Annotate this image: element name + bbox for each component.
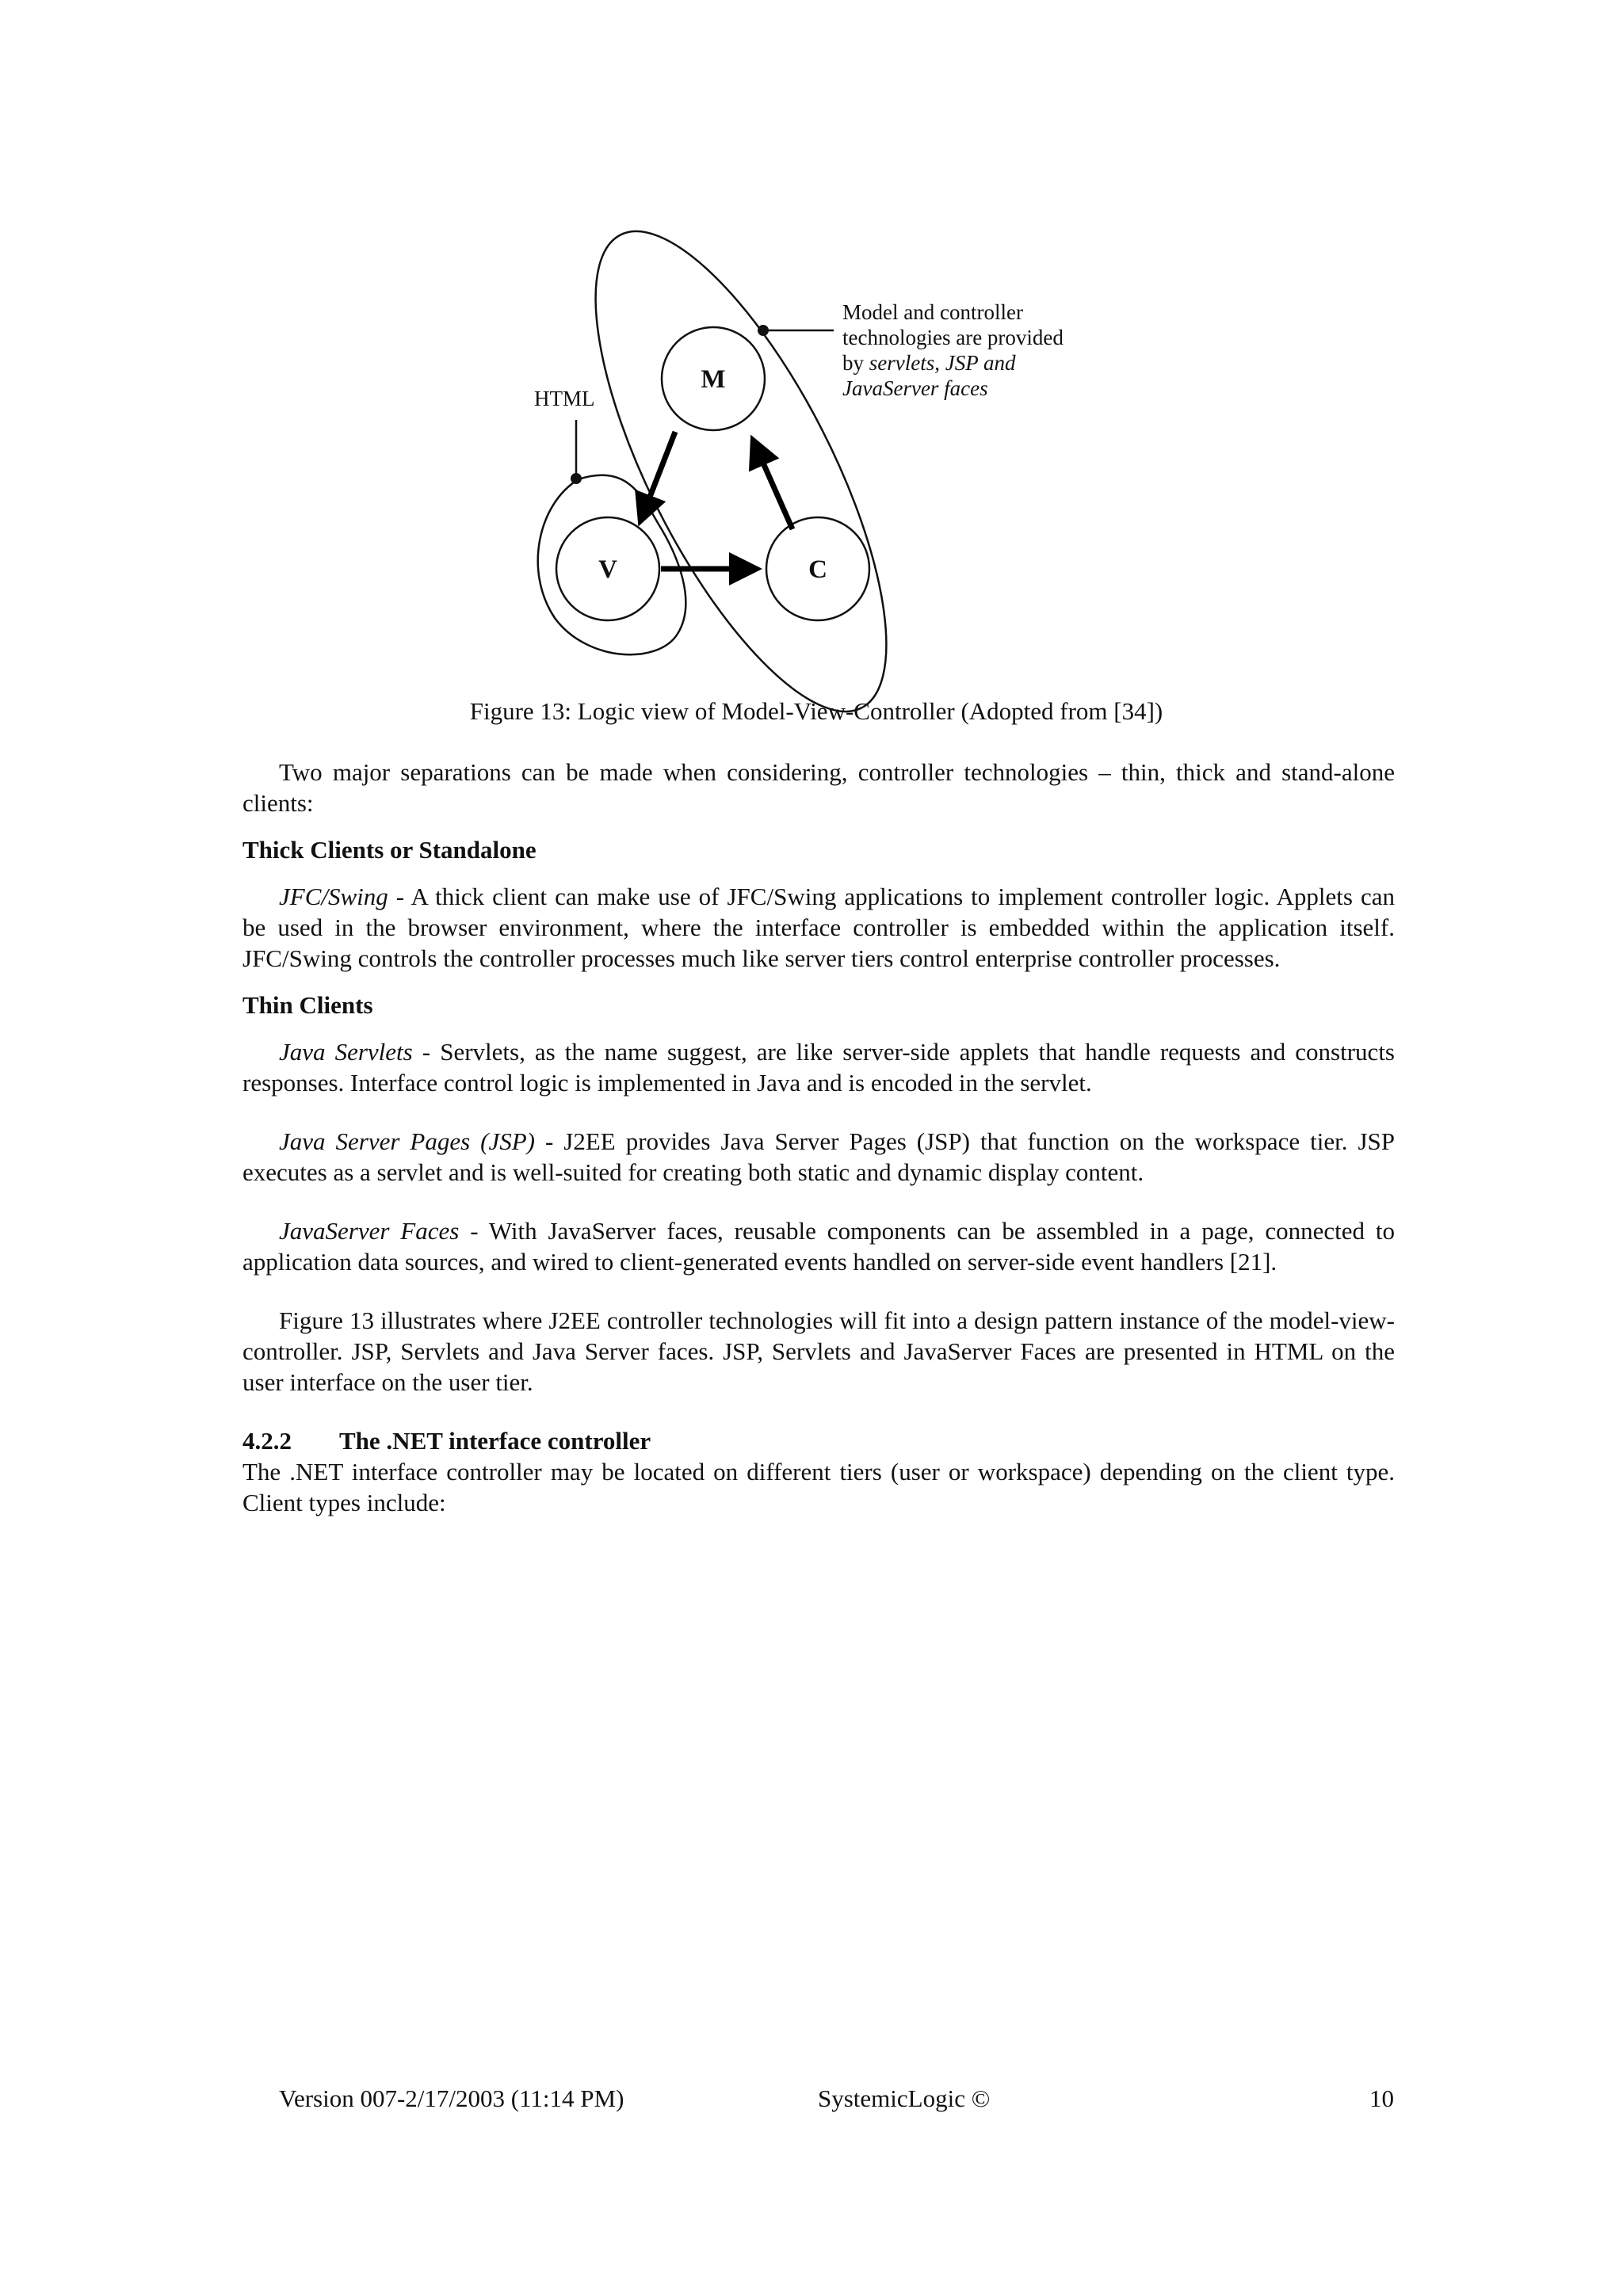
- net-controller-paragraph: The .NET interface controller may be located on different tiers (user or workspace) depending on the client type. Client types include:: [242, 1458, 1395, 1516]
- footer-page-number: 10: [1369, 2084, 1394, 2112]
- javaserver-faces-paragraph: [242, 1215, 1395, 1277]
- annotation-line-1: Model and controller: [842, 300, 1023, 324]
- jsp-text: - J2EE provides Java Server Pages (JSP) that function on the workspace tier. JSP executes as a servlet and is well-suited for creating both static and dynamic display content.: [242, 1127, 1395, 1186]
- footer-company: SystemicLogic ©: [818, 2084, 991, 2112]
- java-servlets-paragraph: [242, 1036, 1395, 1098]
- heading-thick-clients: Thick Clients or Standalone: [242, 836, 537, 864]
- jfc-swing-text: - A thick client can make use of JFC/Swing applications to implement controller logic. Applets can be used in the browser environment, where the interface controller is embedded within the application itself. JFC/Swing controls the controller processes much like server tiers control enterprise controller processes.: [242, 883, 1395, 972]
- footer-version: Version 007-2/17/2003 (11:14 PM): [279, 2084, 624, 2112]
- jfc-swing-term: JFC/Swing: [279, 883, 388, 910]
- java-servlets-term: Java Servlets: [279, 1038, 413, 1066]
- controller-model-boundary: [539, 193, 942, 713]
- figure-reference-paragraph: Figure 13 illustrates where J2EE controller technologies will fit into a design pattern instance of the model-view-controller. JSP, Servlets and Java Server faces. JSP, Servlets and JavaServer Faces are presented in HTML on the user interface on the user tier.: [242, 1306, 1395, 1396]
- annotation-italic-1: servlets, JSP and: [869, 351, 1016, 375]
- annotation-line-3: [842, 351, 1016, 375]
- java-servlets-text: - Servlets, as the name suggest, are like server-side applets that handle requests and constructs responses. Interface control logic is implemented in Java and is encoded in the servlet.: [242, 1038, 1395, 1097]
- html-leader-dot: [571, 473, 582, 484]
- figure-caption: Figure 13: Logic view of Model-View-Controller (Adopted from [34]): [469, 697, 1163, 725]
- document-body: [242, 757, 1395, 1518]
- node-m-label: M: [701, 365, 726, 394]
- annotation-line-2: technologies are provided: [842, 326, 1064, 349]
- node-v-label: V: [598, 555, 617, 584]
- javaserver-faces-term: JavaServer Faces: [279, 1217, 460, 1245]
- annotation-by-text: by: [842, 351, 869, 375]
- heading-thin-clients: Thin Clients: [242, 991, 373, 1019]
- intro-paragraph: Two major separations can be made when considering, controller technologies – thin, thick and stand-alone clients:: [242, 758, 1395, 817]
- section-heading: [242, 1425, 1395, 1456]
- jsp-paragraph: [242, 1126, 1395, 1188]
- html-label: HTML: [534, 387, 595, 410]
- section-number: 4.2.2: [242, 1427, 292, 1455]
- jsp-term: Java Server Pages (JSP): [279, 1127, 535, 1155]
- annotation-leader-dot: [758, 325, 769, 336]
- annotation-line-4: JavaServer faces: [842, 376, 988, 400]
- node-c-label: C: [808, 555, 827, 584]
- jfc-swing-paragraph: [242, 881, 1395, 974]
- mvc-diagram: [0, 0, 1623, 713]
- arrow-c-to-m: [753, 440, 792, 529]
- section-title: The .NET interface controller: [339, 1427, 651, 1455]
- javaserver-faces-text: - With JavaServer faces, reusable components can be assembled in a page, connected to application data sources, and wired to client-generated events handled on server-side event handlers [21].: [242, 1217, 1395, 1276]
